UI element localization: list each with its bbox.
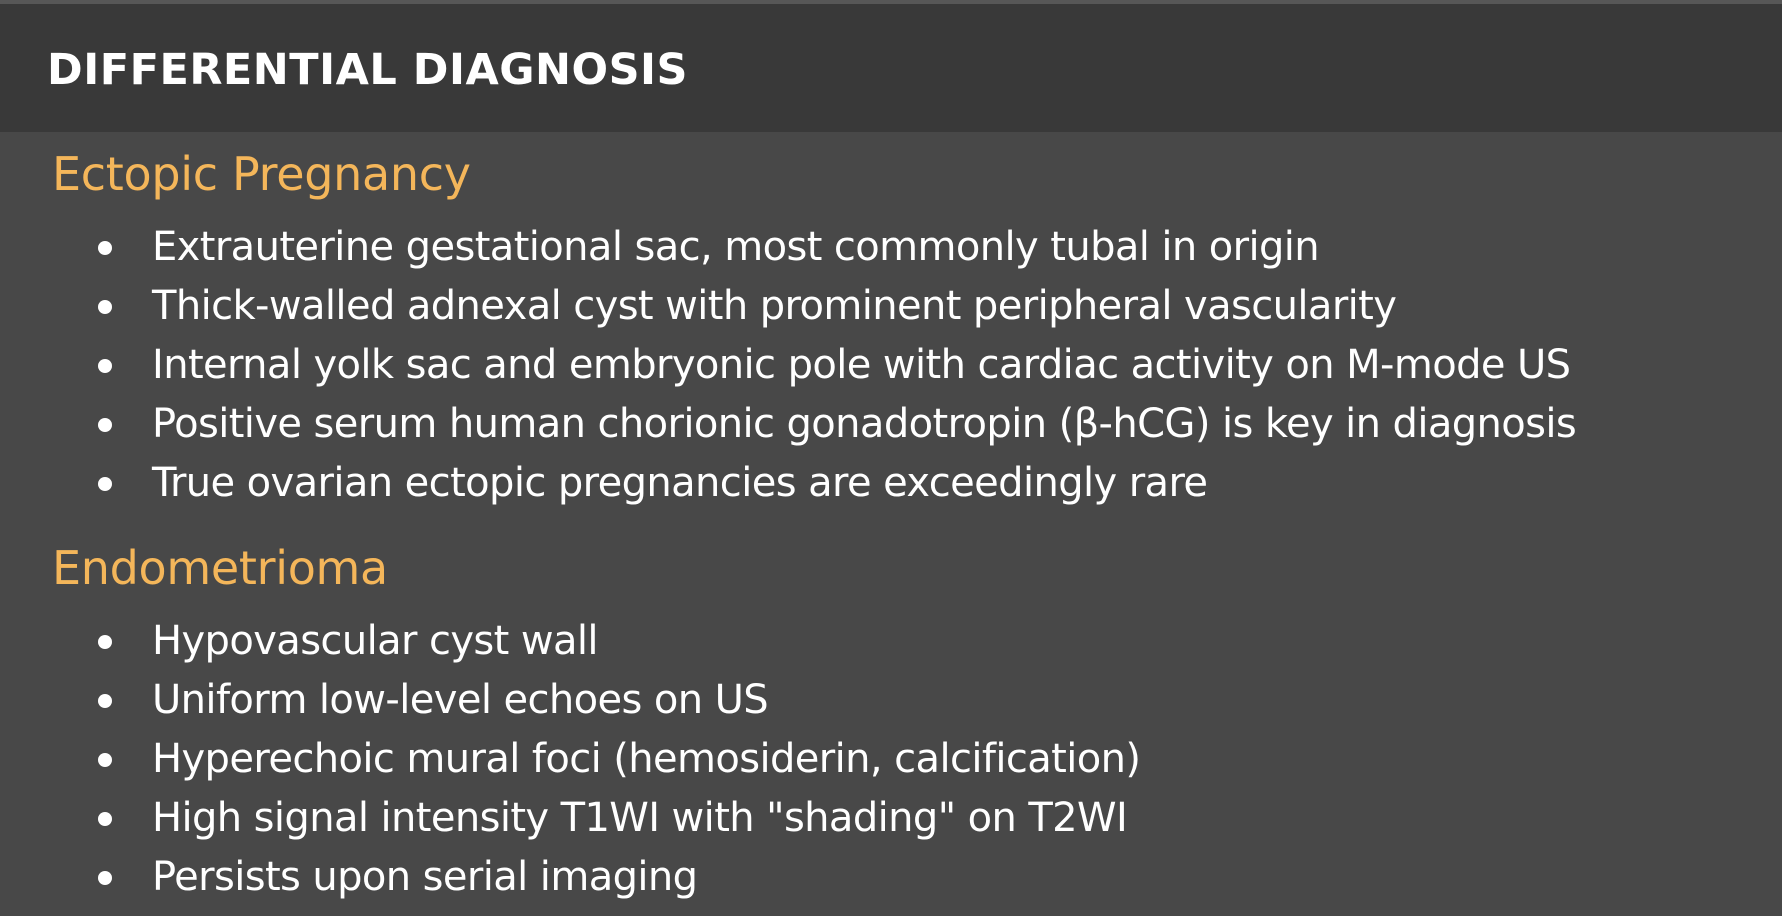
bullet-list (0, 218, 1782, 513)
bullet-dot-icon (98, 241, 112, 255)
bullet-text: Thick-walled adnexal cyst with prominent peripheral vascularity (152, 283, 1397, 329)
section-heading: Endometrioma (52, 541, 388, 595)
bullet-dot-icon (98, 753, 112, 767)
slide-header (0, 4, 1782, 132)
bullet-item (0, 612, 1782, 671)
bullet-item (0, 218, 1782, 277)
bullet-text: High signal intensity T1WI with "shading" on T2WI (152, 795, 1128, 841)
bullet-dot-icon (98, 812, 112, 826)
bullet-text: True ovarian ectopic pregnancies are exceedingly rare (152, 460, 1208, 506)
bullet-text: Extrauterine gestational sac, most commonly tubal in origin (152, 224, 1320, 270)
bullet-text: Positive serum human chorionic gonadotropin (β-hCG) is key in diagnosis (152, 401, 1577, 447)
bullet-dot-icon (98, 477, 112, 491)
bullet-item (0, 395, 1782, 454)
bullet-dot-icon (98, 418, 112, 432)
bullet-dot-icon (98, 694, 112, 708)
bullet-list (0, 612, 1782, 907)
section-heading: Ectopic Pregnancy (52, 147, 471, 201)
bullet-dot-icon (98, 871, 112, 885)
bullet-text: Uniform low-level echoes on US (152, 677, 769, 723)
bullet-item (0, 789, 1782, 848)
bullet-text: Persists upon serial imaging (152, 854, 698, 900)
bullet-item (0, 454, 1782, 513)
bullet-text: Internal yolk sac and embryonic pole with cardiac activity on M-mode US (152, 342, 1571, 388)
bullet-item (0, 336, 1782, 395)
bullet-text: Hyperechoic mural foci (hemosiderin, calcification) (152, 736, 1141, 782)
bullet-text: Hypovascular cyst wall (152, 618, 598, 664)
bullet-dot-icon (98, 359, 112, 373)
bullet-item (0, 277, 1782, 336)
bullet-dot-icon (98, 300, 112, 314)
bullet-item (0, 671, 1782, 730)
section-ectopic-pregnancy (0, 142, 1782, 513)
bullet-dot-icon (98, 635, 112, 649)
section-endometrioma (0, 536, 1782, 907)
slide-title: DIFFERENTIAL DIAGNOSIS (47, 45, 689, 95)
bullet-item (0, 848, 1782, 907)
bullet-item (0, 730, 1782, 789)
